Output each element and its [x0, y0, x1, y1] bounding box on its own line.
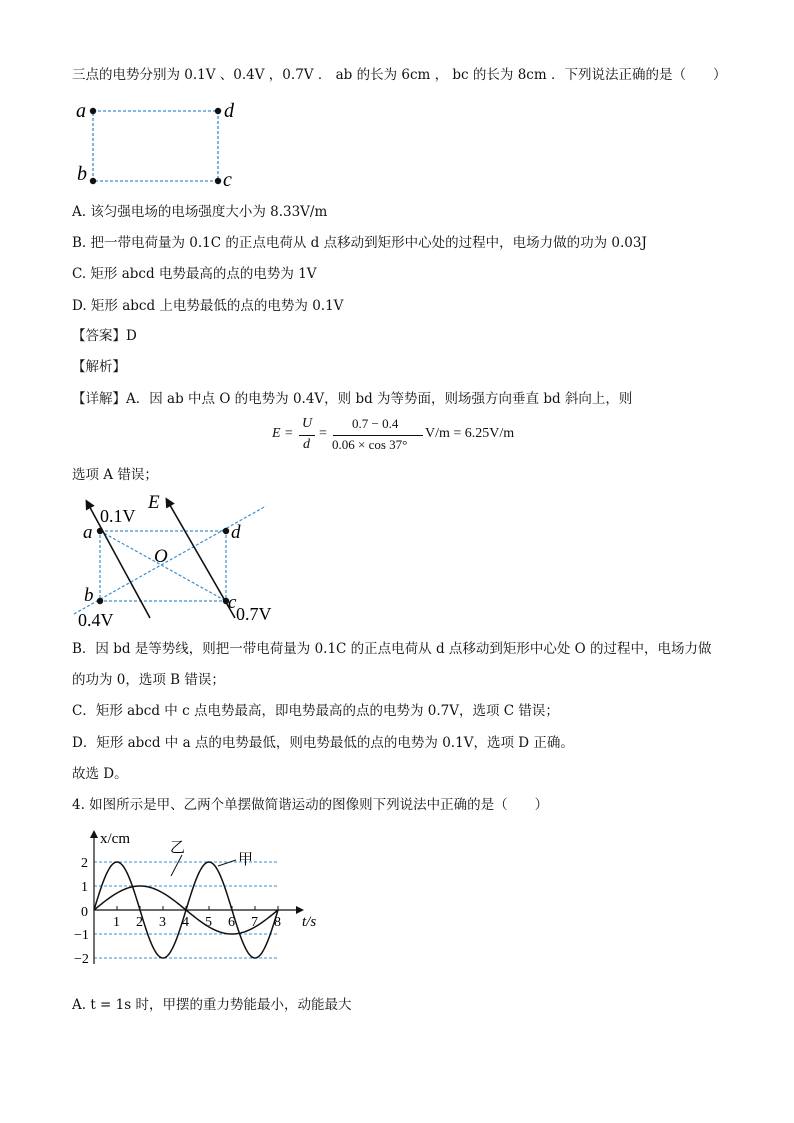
formula-frac1-num: U — [302, 416, 313, 431]
formula-rhs: V/m = 6.25V/m — [425, 426, 515, 441]
label-a: a — [76, 100, 86, 122]
detail-a: 【详解】A．因 ab 中点 O 的电势为 0.4V，则 bd 为等势面，则场强方向垂直 bd 斜向上，则 — [72, 391, 633, 407]
x-tick-label: 1 — [113, 915, 120, 930]
label-a2: a — [83, 522, 93, 543]
x-tick-label: 8 — [274, 915, 281, 930]
x-axis-label: t/s — [302, 914, 317, 930]
x-tick-label: 2 — [136, 915, 143, 930]
oscillation-graph — [70, 826, 330, 974]
y-tick-label: −2 — [74, 952, 89, 967]
answer: 【答案】D — [72, 328, 137, 344]
x-tick-label: 7 — [251, 915, 258, 930]
option-b: B. 把一带电荷量为 0.1C 的正点电荷从 d 点移动到矩形中心处的过程中，电场力做的功为 0.03J — [72, 235, 647, 251]
origin-label: 0 — [81, 905, 88, 920]
label-0-4v: 0.4V — [78, 610, 114, 630]
x-tick-label: 5 — [205, 915, 212, 930]
label-c2: c — [228, 592, 237, 613]
x-tick-label: 4 — [182, 915, 189, 930]
y-axis-label: x/cm — [100, 831, 130, 847]
a-wrong: 选项 A 错误； — [72, 467, 158, 483]
conclusion: 故选 D。 — [72, 766, 128, 782]
label-d2: d — [231, 522, 241, 543]
option-a: A. 该匀强电场的电场强度大小为 8.33V/m — [72, 204, 328, 220]
q4-option-a: A. t = 1s 时，甲摆的重力势能最小，动能最大 — [72, 997, 352, 1013]
detail-c: C．矩形 abcd 中 c 点电势最高，即电势最高的点的电势为 0.7V，选项 C 错误； — [72, 703, 559, 719]
q4-stem: 4. 如图所示是甲、乙两个单摆做简谐运动的图像则下列说法中正确的是（ ） — [72, 797, 549, 813]
y-tick-label: 2 — [81, 856, 88, 871]
label-e: E — [148, 492, 160, 513]
y-tick-label: −1 — [74, 928, 89, 943]
label-0-1v: 0.1V — [100, 506, 136, 526]
option-c: C. 矩形 abcd 电势最高的点的电势为 1V — [72, 266, 317, 282]
rectangle-figure — [70, 96, 250, 196]
option-d: D. 矩形 abcd 上电势最低的点的电势为 0.1V — [72, 298, 344, 314]
detail-b-line2: 的功为 0，选项 B 错误； — [72, 672, 225, 688]
x-tick-label: 6 — [228, 915, 235, 930]
y-tick-label: 1 — [81, 880, 88, 895]
label-d: d — [224, 100, 234, 122]
detail-b-line1: B．因 bd 是等势线，则把一带电荷量为 0.1C 的正点电荷从 d 点移动到矩形中心处 O 的过程中，电场力做 — [72, 641, 712, 657]
label-0-7v: 0.7V — [236, 604, 272, 624]
label-yi: 乙 — [170, 840, 186, 856]
field-strength-formula — [272, 413, 572, 457]
label-b2: b — [84, 585, 94, 606]
formula-frac2-den: 0.06 × cos 37° — [332, 437, 408, 452]
detail-d: D．矩形 abcd 中 a 点的电势最低，则电势最低的点的电势为 0.1V，选项 D 正确。 — [72, 735, 574, 751]
field-figure — [70, 488, 290, 630]
formula-lhs: E = — [272, 426, 294, 441]
formula-frac1-den: d — [303, 437, 310, 452]
label-o: O — [154, 546, 168, 567]
label-c: c — [223, 169, 232, 191]
formula-eq: = — [319, 426, 327, 441]
formula-frac2-num: 0.7 − 0.4 — [352, 416, 399, 431]
q3-stem-tail: 三点的电势分别为 0.1V 、0.4V ，0.7V ． ab 的长为 6cm ， bc 的长为 8cm ．下列说法正确的是（ ） — [72, 67, 727, 83]
label-jia: 甲 — [238, 852, 254, 868]
x-tick-label: 3 — [159, 915, 166, 930]
analysis-heading: 【解析】 — [72, 359, 126, 375]
label-b: b — [77, 163, 87, 185]
